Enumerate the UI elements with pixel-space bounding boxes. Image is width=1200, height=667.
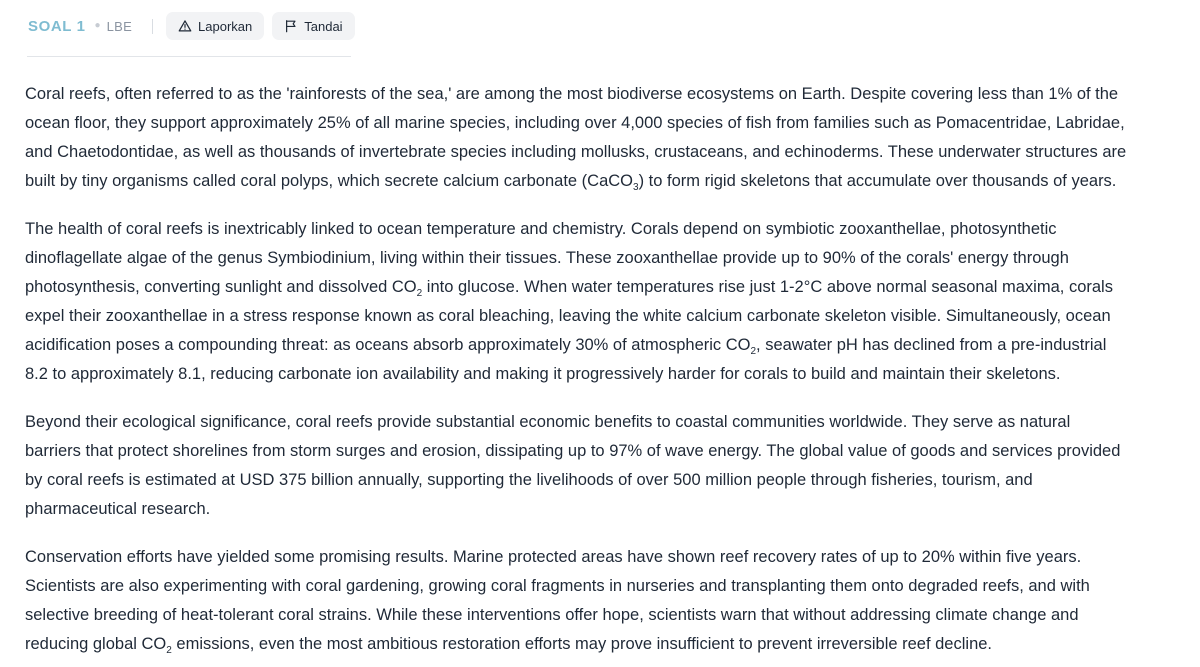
subscript: 2 — [750, 346, 757, 357]
text-line: pharmaceutical research. — [25, 500, 211, 518]
text-line: 8.2 to approximately 8.1, reducing carbonate ion availability and making it progressively harder for corals to build and maintain their skeletons. — [25, 365, 1061, 383]
report-label: Laporkan — [198, 18, 253, 34]
text-line: by coral reefs is estimated at USD 375 billion annually, supporting the livelihoods of over 500 million people through fisheries, tourism, and — [25, 471, 1033, 489]
text-line: dinoflagellate algae of the genus Symbiodinium, living within their tissues. These zooxanthellae provide up to 90% of the corals' energy through — [25, 249, 1069, 267]
text-line: expel their zooxanthellae in a stress response known as coral bleaching, leaving the white calcium carbonate skeleton visible. Simultaneously, ocean — [25, 307, 1111, 325]
text-line: Beyond their ecological significance, coral reefs provide substantial economic benefits to coastal communities worldwide. They serve as natural — [25, 413, 1071, 431]
text-line: barriers that protect shorelines from storm surges and erosion, dissipating up to 97% of wave energy. The global value of goods and services provided — [25, 442, 1121, 460]
flag-label: Tandai — [304, 18, 343, 34]
separator-dot: ● — [94, 20, 101, 31]
subscript: 2 — [416, 288, 423, 299]
text-line: selective breeding of heat-tolerant coral strains. While these interventions offer hope, scientists warn that without addressing climate change and — [25, 606, 1079, 624]
passage-paragraph-4 — [25, 543, 1193, 659]
reading-passage — [25, 80, 1193, 667]
text-segment: reducing global CO — [25, 635, 167, 653]
text-line: and Chaetodontidae, as well as thousands of invertebrate species including mollusks, crustaceans, and echinoderms. These underwater structures are — [25, 143, 1127, 161]
question-number: SOAL 1 — [28, 17, 86, 35]
question-category: LBE — [106, 18, 133, 34]
text-line — [25, 273, 1193, 302]
text-segment: into glucose. When water temperatures rise just 1-2°C above normal seasonal maxima, corals — [422, 278, 1113, 296]
text-segment: ) to form rigid skeletons that accumulate over thousands of years. — [638, 172, 1117, 190]
passage-paragraph-2 — [25, 215, 1193, 389]
text-line: Coral reefs, often referred to as the 'rainforests of the sea,' are among the most biodiverse ecosystems on Earth. Despite covering less than 1% of the — [25, 85, 1119, 103]
text-line — [25, 630, 1193, 659]
text-line: Scientists are also experimenting with coral gardening, growing coral fragments in nurseries and transplanting them onto degraded reefs, and with — [25, 577, 1090, 595]
header-divider-line — [27, 56, 351, 57]
text-segment: emissions, even the most ambitious restoration efforts may prove insufficient to prevent irreversible reef decline. — [171, 635, 993, 653]
text-segment: acidification poses a compounding threat: as oceans absorb approximately 30% of atmospheric CO — [25, 336, 751, 354]
text-line — [25, 167, 1193, 196]
text-line: Conservation efforts have yielded some promising results. Marine protected areas have shown reef recovery rates of up to 20% within five years. — [25, 548, 1082, 566]
text-segment: , seawater pH has declined from a pre-industrial — [756, 336, 1107, 354]
passage-paragraph-3 — [25, 408, 1193, 524]
text-segment: built by tiny organisms called coral polyps, which secrete calcium carbonate (CaCO — [25, 172, 634, 190]
flag-button[interactable] — [272, 12, 354, 40]
report-button[interactable] — [166, 12, 264, 40]
text-line: ocean floor, they support approximately 25% of all marine species, including over 4,000 species of fish from families such as Pomacentridae, Labridae, — [25, 114, 1125, 132]
passage-paragraph-1 — [25, 80, 1193, 196]
text-segment: photosynthesis, converting sunlight and dissolved CO — [25, 278, 417, 296]
warning-triangle-icon — [178, 19, 192, 33]
subscript: 3 — [633, 182, 639, 193]
question-header — [28, 11, 363, 41]
text-line — [25, 331, 1193, 360]
header-divider — [152, 19, 153, 34]
text-line: The health of coral reefs is inextricably linked to ocean temperature and chemistry. Corals depend on symbiotic zooxanthellae, photosynthetic — [25, 220, 1057, 238]
subscript: 2 — [166, 645, 172, 656]
flag-icon — [284, 19, 298, 33]
